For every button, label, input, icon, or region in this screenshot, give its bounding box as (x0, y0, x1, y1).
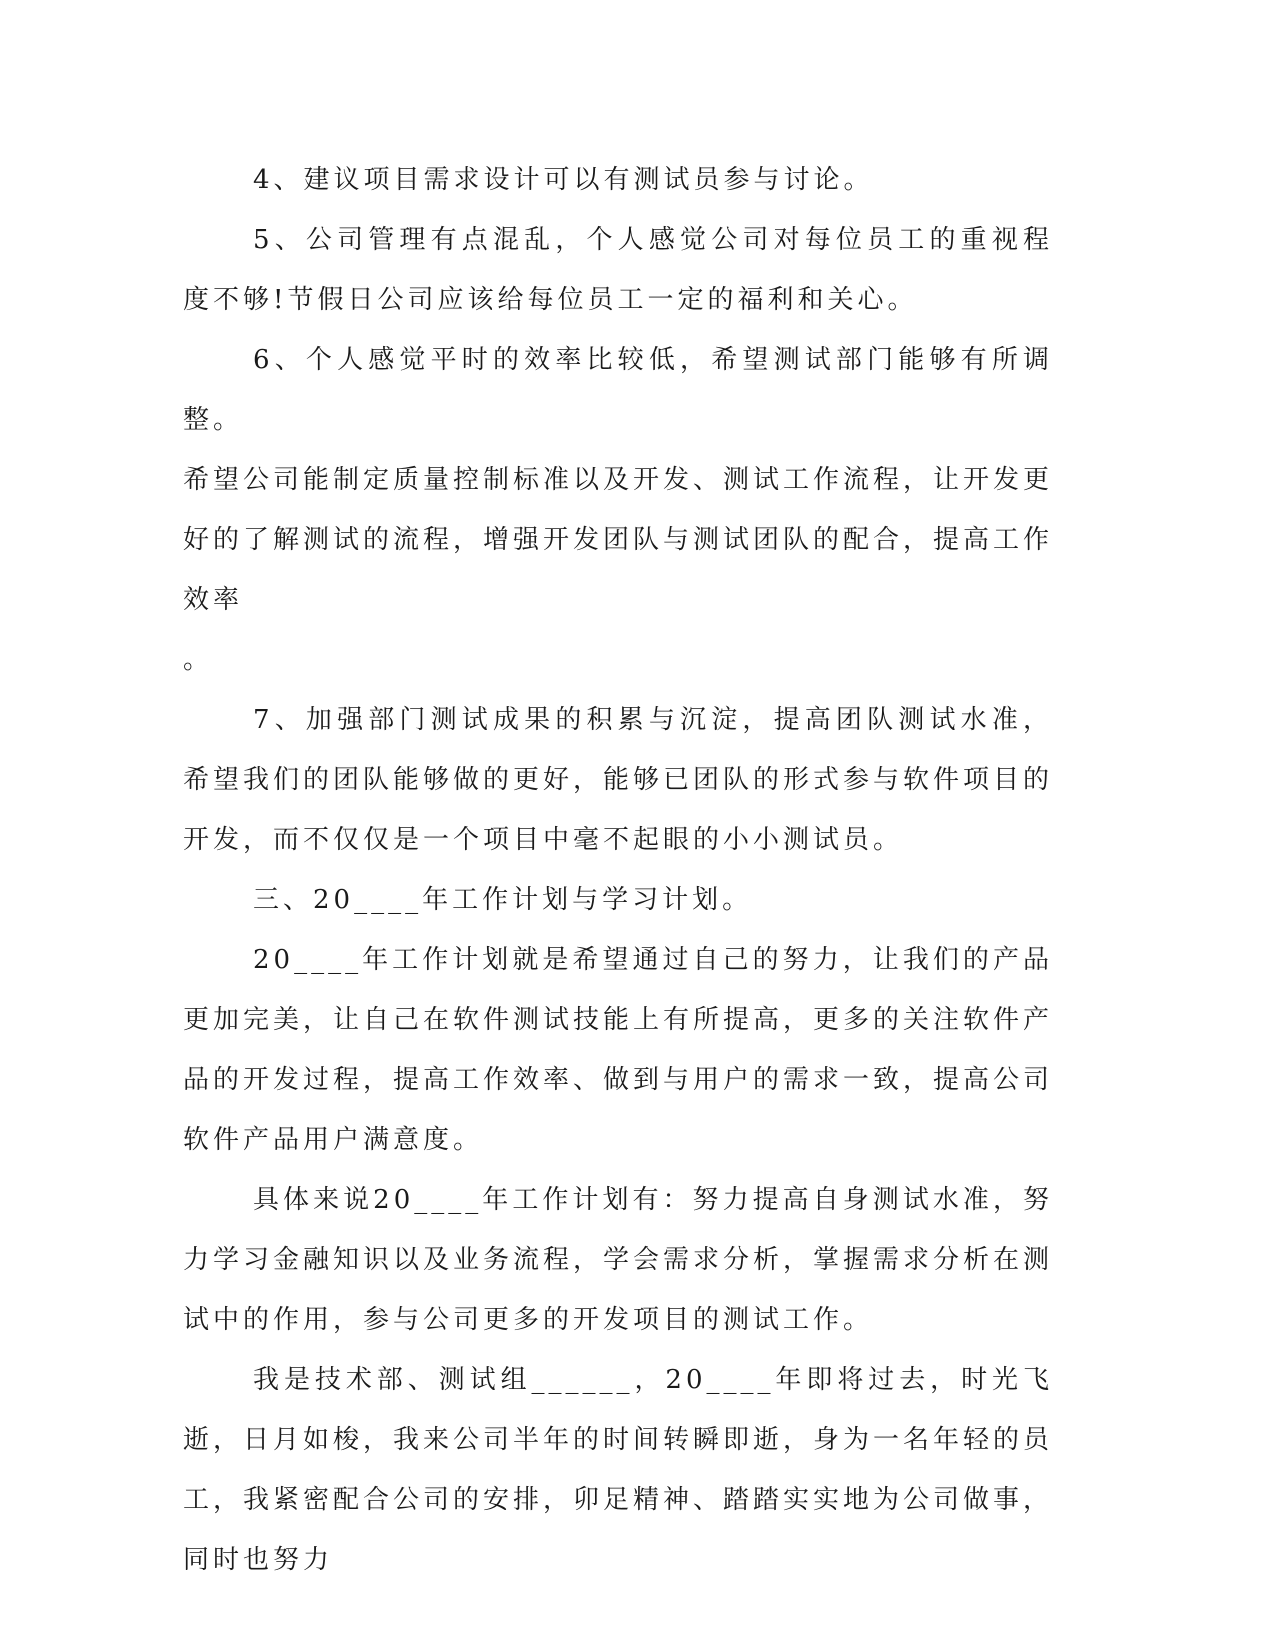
paragraph-item-4: 4、建议项目需求设计可以有测试员参与讨论。 (253, 165, 874, 195)
paragraph-item-7: 7、加强部门测试成果的积累与沉淀，提高团队测试水准，希望我们的团队能够做的更好，能够已团队的形式参与软件项目的开发，而不仅仅是一个项目中毫不起眼的小小测试员。 (183, 705, 1054, 855)
section-heading-plan: 三、20____年工作计划与学习计划。 (253, 885, 753, 915)
paragraph-specific-plan: 具体来说20____年工作计划有：努力提高自身测试水准，努力学习金融知识以及业务流程，学会需求分析，掌握需求分析在测试中的作用，参与公司更多的开发项目的测试工作。 (183, 1185, 1054, 1335)
paragraph-self-intro: 我是技术部、测试组______，20____年即将过去，时光飞逝，日月如梭，我来公司半年的时间转瞬即逝，身为一名年轻的员工，我紧密配合公司的安排，卯足精神、踏踏实实地为公司做事，同时也努力 (183, 1365, 1054, 1575)
paragraph-item-5: 5、公司管理有点混乱，个人感觉公司对每位员工的重视程度不够!节假日公司应该给每位员工一定的福利和关心。 (183, 225, 1053, 315)
document-body (183, 150, 1053, 1590)
paragraph-quality-control: 希望公司能制定质量控制标准以及开发、测试工作流程，让开发更好的了解测试的流程，增强开发团队与测试团队的配合，提高工作效率 (183, 465, 1054, 615)
paragraph-work-plan: 20____年工作计划就是希望通过自己的努力，让我们的产品更加完美，让自己在软件测试技能上有所提高，更多的关注软件产品的开发过程，提高工作效率、做到与用户的需求一致，提高公司软件产品用户满意度。 (183, 945, 1054, 1155)
paragraph-item-6: 6、个人感觉平时的效率比较低，希望测试部门能够有所调整。 (183, 345, 1053, 435)
paragraph-period: 。 (183, 645, 214, 675)
